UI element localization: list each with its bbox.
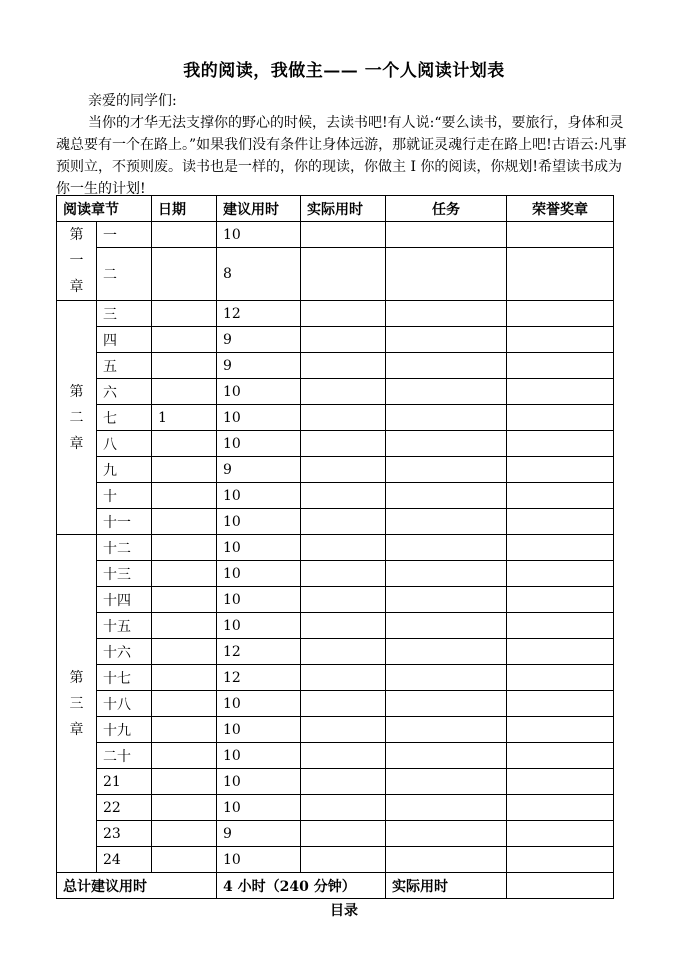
actual-cell[interactable] (301, 379, 386, 405)
actual-cell[interactable] (301, 353, 386, 379)
table-header-row (57, 196, 614, 222)
date-cell[interactable] (152, 769, 217, 795)
section-cell: 三 (97, 301, 152, 327)
suggested-cell: 10 (217, 769, 301, 795)
suggested-cell: 10 (217, 379, 301, 405)
table-row (57, 248, 614, 301)
section-cell: 十七 (97, 665, 152, 691)
table-row (57, 639, 614, 665)
reading-plan-table (56, 195, 614, 899)
date-cell[interactable] (152, 691, 217, 717)
table-row (57, 483, 614, 509)
suggested-cell: 9 (217, 821, 301, 847)
actual-cell[interactable] (301, 457, 386, 483)
medal-cell[interactable] (507, 327, 614, 353)
suggested-cell: 10 (217, 717, 301, 743)
table-row (57, 222, 614, 248)
actual-cell[interactable] (301, 535, 386, 561)
total-actual-value[interactable] (507, 873, 614, 899)
task-cell[interactable] (386, 743, 507, 769)
task-cell[interactable] (386, 248, 507, 301)
date-cell[interactable] (152, 379, 217, 405)
suggested-cell: 10 (217, 795, 301, 821)
suggested-cell: 10 (217, 222, 301, 248)
date-cell[interactable] (152, 222, 217, 248)
task-cell[interactable] (386, 691, 507, 717)
table-row (57, 717, 614, 743)
task-cell[interactable] (386, 639, 507, 665)
section-cell: 十九 (97, 717, 152, 743)
table-row (57, 847, 614, 873)
table-row (57, 509, 614, 535)
medal-cell[interactable] (507, 301, 614, 327)
table-row (57, 457, 614, 483)
chapter-3-label: 第 三 章 (57, 535, 97, 873)
table-row (57, 431, 614, 457)
actual-cell[interactable] (301, 821, 386, 847)
section-cell: 十一 (97, 509, 152, 535)
task-cell[interactable] (386, 457, 507, 483)
section-cell: 21 (97, 769, 152, 795)
medal-cell[interactable] (507, 457, 614, 483)
suggested-cell: 10 (217, 431, 301, 457)
task-cell[interactable] (386, 821, 507, 847)
medal-cell[interactable] (507, 561, 614, 587)
footer-toc: 目录 (330, 903, 358, 919)
section-cell: 22 (97, 795, 152, 821)
header-date: 日期 (152, 196, 217, 222)
section-cell: 二十 (97, 743, 152, 769)
date-cell[interactable] (152, 821, 217, 847)
table-row (57, 587, 614, 613)
medal-cell[interactable] (507, 613, 614, 639)
total-row (57, 873, 614, 899)
task-cell[interactable] (386, 483, 507, 509)
suggested-cell: 9 (217, 457, 301, 483)
date-cell[interactable] (152, 431, 217, 457)
date-cell[interactable] (152, 535, 217, 561)
table-row (57, 613, 614, 639)
task-cell[interactable] (386, 717, 507, 743)
task-cell[interactable] (386, 665, 507, 691)
section-cell: 十四 (97, 587, 152, 613)
medal-cell[interactable] (507, 743, 614, 769)
date-cell[interactable]: 1 (152, 405, 217, 431)
task-cell[interactable] (386, 795, 507, 821)
suggested-cell: 10 (217, 509, 301, 535)
medal-cell[interactable] (507, 483, 614, 509)
task-cell[interactable] (386, 509, 507, 535)
actual-cell[interactable] (301, 248, 386, 301)
actual-cell[interactable] (301, 665, 386, 691)
suggested-cell: 8 (217, 248, 301, 301)
date-cell[interactable] (152, 587, 217, 613)
medal-cell[interactable] (507, 795, 614, 821)
medal-cell[interactable] (507, 535, 614, 561)
section-cell: 五 (97, 353, 152, 379)
actual-cell[interactable] (301, 847, 386, 873)
total-value: 4 小时（240 分钟） (217, 873, 386, 899)
actual-cell[interactable] (301, 587, 386, 613)
section-cell: 23 (97, 821, 152, 847)
task-cell[interactable] (386, 613, 507, 639)
intro-body: 当你的才华无法支撑你的野心的时候，去读书吧!有人说:“要么读书，要旅行，身体和灵魂总要有一个在路上。”如果我们没有条件让身体远游，那就证灵魂行走在路上吧!古语云:凡事预则立，不预则废。读书也是一样的，你的现读，你做主 I 你的阅读，你规划!希望读书成为你一生的计划! (56, 115, 627, 197)
section-cell: 十六 (97, 639, 152, 665)
table-row (57, 327, 614, 353)
table-row (57, 301, 614, 327)
actual-cell[interactable] (301, 743, 386, 769)
page-title: 我的阅读，我做主—— 一个人阅读计划表 (183, 61, 505, 81)
chapter-1-label: 第 一 章 (57, 222, 97, 301)
table-row (57, 821, 614, 847)
section-cell: 十三 (97, 561, 152, 587)
date-cell[interactable] (152, 457, 217, 483)
table-row (57, 561, 614, 587)
task-cell[interactable] (386, 847, 507, 873)
suggested-cell: 10 (217, 743, 301, 769)
date-cell[interactable] (152, 847, 217, 873)
date-cell[interactable] (152, 509, 217, 535)
table-row (57, 535, 614, 561)
medal-cell[interactable] (507, 691, 614, 717)
date-cell[interactable] (152, 327, 217, 353)
header-suggested: 建议用时 (217, 196, 301, 222)
suggested-cell: 12 (217, 639, 301, 665)
medal-cell[interactable] (507, 587, 614, 613)
chapter-2-label: 第 二 章 (57, 301, 97, 535)
actual-cell[interactable] (301, 431, 386, 457)
suggested-cell: 10 (217, 561, 301, 587)
table-row (57, 379, 614, 405)
medal-cell[interactable] (507, 717, 614, 743)
medal-cell[interactable] (507, 639, 614, 665)
actual-cell[interactable] (301, 691, 386, 717)
suggested-cell: 10 (217, 847, 301, 873)
task-cell[interactable] (386, 301, 507, 327)
task-cell[interactable] (386, 222, 507, 248)
date-cell[interactable] (152, 301, 217, 327)
actual-cell[interactable] (301, 483, 386, 509)
medal-cell[interactable] (507, 431, 614, 457)
section-cell: 七 (97, 405, 152, 431)
greeting: 亲爱的同学们: (88, 93, 177, 109)
total-actual-label: 实际用时 (386, 873, 507, 899)
suggested-cell: 10 (217, 405, 301, 431)
section-cell: 九 (97, 457, 152, 483)
suggested-cell: 9 (217, 353, 301, 379)
actual-cell[interactable] (301, 613, 386, 639)
table-row (57, 665, 614, 691)
section-cell: 二 (97, 248, 152, 301)
section-cell: 十二 (97, 535, 152, 561)
date-cell[interactable] (152, 561, 217, 587)
medal-cell[interactable] (507, 821, 614, 847)
actual-cell[interactable] (301, 561, 386, 587)
medal-cell[interactable] (507, 353, 614, 379)
actual-cell[interactable] (301, 509, 386, 535)
section-cell: 24 (97, 847, 152, 873)
task-cell[interactable] (386, 327, 507, 353)
header-task: 任务 (386, 196, 507, 222)
medal-cell[interactable] (507, 769, 614, 795)
medal-cell[interactable] (507, 379, 614, 405)
actual-cell[interactable] (301, 639, 386, 665)
medal-cell[interactable] (507, 509, 614, 535)
section-cell: 六 (97, 379, 152, 405)
date-cell[interactable] (152, 613, 217, 639)
section-cell: 十五 (97, 613, 152, 639)
date-cell[interactable] (152, 353, 217, 379)
actual-cell[interactable] (301, 222, 386, 248)
date-cell[interactable] (152, 665, 217, 691)
suggested-cell: 10 (217, 691, 301, 717)
table-row (57, 743, 614, 769)
task-cell[interactable] (386, 587, 507, 613)
task-cell[interactable] (386, 431, 507, 457)
suggested-cell: 10 (217, 483, 301, 509)
intro-text (56, 90, 636, 200)
table-row (57, 769, 614, 795)
suggested-cell: 12 (217, 301, 301, 327)
date-cell[interactable] (152, 717, 217, 743)
header-medal: 荣誉奖章 (507, 196, 614, 222)
date-cell[interactable] (152, 639, 217, 665)
medal-cell[interactable] (507, 847, 614, 873)
header-actual: 实际用时 (301, 196, 386, 222)
section-cell: 八 (97, 431, 152, 457)
actual-cell[interactable] (301, 301, 386, 327)
suggested-cell: 10 (217, 587, 301, 613)
task-cell[interactable] (386, 561, 507, 587)
suggested-cell: 9 (217, 327, 301, 353)
date-cell[interactable] (152, 795, 217, 821)
medal-cell[interactable] (507, 665, 614, 691)
task-cell[interactable] (386, 379, 507, 405)
date-cell[interactable] (152, 483, 217, 509)
suggested-cell: 10 (217, 535, 301, 561)
section-cell: 十八 (97, 691, 152, 717)
table-row (57, 353, 614, 379)
actual-cell[interactable] (301, 717, 386, 743)
medal-cell[interactable] (507, 248, 614, 301)
task-cell[interactable] (386, 353, 507, 379)
table-row (57, 795, 614, 821)
actual-cell[interactable] (301, 769, 386, 795)
date-cell[interactable] (152, 248, 217, 301)
section-cell: 一 (97, 222, 152, 248)
suggested-cell: 10 (217, 613, 301, 639)
actual-cell[interactable] (301, 795, 386, 821)
task-cell[interactable] (386, 769, 507, 795)
task-cell[interactable] (386, 535, 507, 561)
actual-cell[interactable] (301, 405, 386, 431)
date-cell[interactable] (152, 743, 217, 769)
task-cell[interactable] (386, 405, 507, 431)
medal-cell[interactable] (507, 405, 614, 431)
section-cell: 四 (97, 327, 152, 353)
actual-cell[interactable] (301, 327, 386, 353)
header-section: 阅读章节 (57, 196, 152, 222)
table-row (57, 405, 614, 431)
medal-cell[interactable] (507, 222, 614, 248)
section-cell: 十 (97, 483, 152, 509)
suggested-cell: 12 (217, 665, 301, 691)
total-label: 总计建议用时 (57, 873, 217, 899)
table-row (57, 691, 614, 717)
